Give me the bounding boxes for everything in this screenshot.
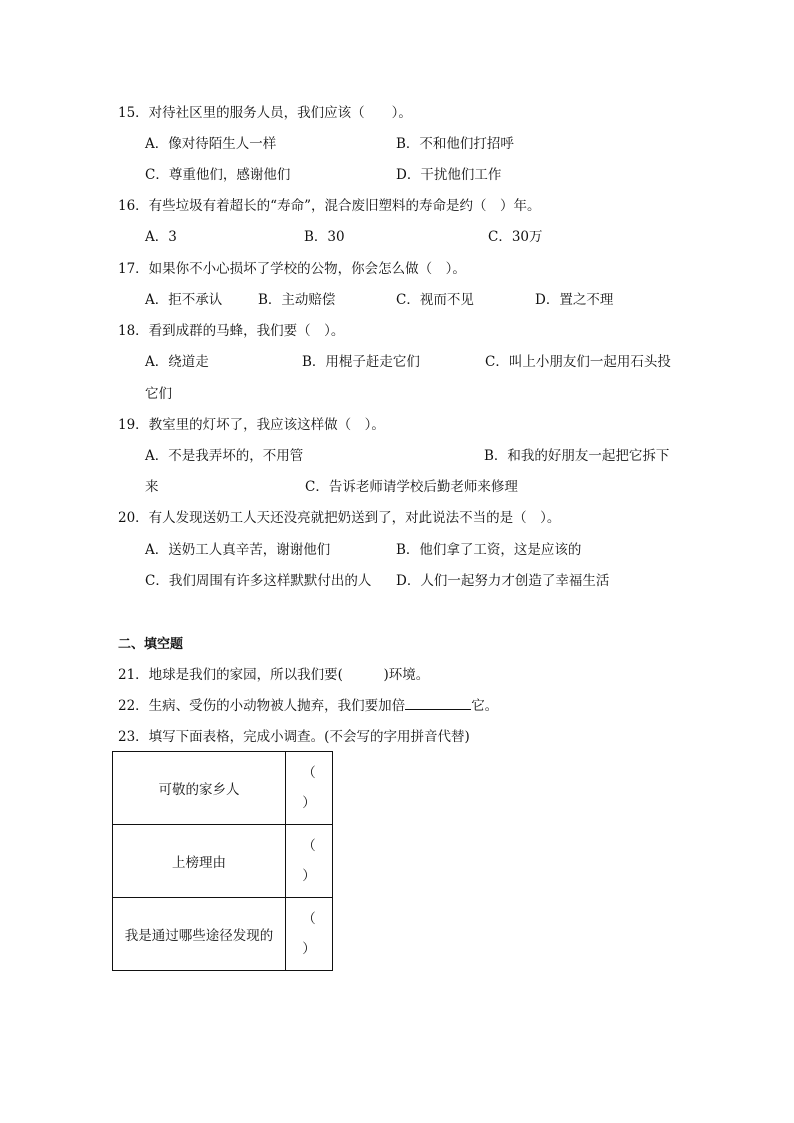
question-19-option-c: C．告诉老师请学校后勤老师来修理 xyxy=(305,479,518,495)
question-16-option-a: A．3 xyxy=(145,229,177,245)
question-20-option-d: D．人们一起努力才创造了幸福生活 xyxy=(396,573,610,589)
question-15-option-c: C．尊重他们，感谢他们 xyxy=(145,167,291,183)
question-20-option-b: B．他们拿了工资，这是应该的 xyxy=(396,542,582,558)
table-row xyxy=(113,898,333,971)
question-18-option-b: B．用棍子赶走它们 xyxy=(302,354,420,370)
question-22-text-before: 22．生病、受伤的小动物被人抛弃，我们要加倍 xyxy=(118,698,406,714)
question-16-option-c: C．30万 xyxy=(488,229,543,245)
table-answer-cell[interactable] xyxy=(286,825,333,898)
open-paren: （ xyxy=(302,911,316,927)
question-22-text-after: 它。 xyxy=(471,698,499,714)
question-16-option-b: B．30 xyxy=(304,229,345,245)
question-20-stem: 20．有人发现送奶工人天还没亮就把奶送到了，对此说法不当的是（ ）。 xyxy=(118,510,561,526)
question-22 xyxy=(118,697,498,715)
table-answer-cell[interactable] xyxy=(286,752,333,825)
table-answer-cell[interactable] xyxy=(286,898,333,971)
survey-table xyxy=(112,751,333,971)
question-17-option-a: A．拒不承认 xyxy=(145,292,223,308)
question-18-option-c-continued: 它们 xyxy=(145,386,172,402)
question-17-option-b: B．主动赔偿 xyxy=(258,292,336,308)
question-20-option-a: A．送奶工人真辛苦，谢谢他们 xyxy=(145,542,331,558)
question-18-option-c: C．叫上小朋友们一起用石头投 xyxy=(485,354,671,370)
question-15-option-d: D．干扰他们工作 xyxy=(396,167,502,183)
question-17-option-c: C．视而不见 xyxy=(396,292,474,308)
open-paren: （ xyxy=(302,838,316,854)
table-row-label: 可敬的家乡人 xyxy=(113,752,286,825)
question-15-option-a: A．像对待陌生人一样 xyxy=(145,136,277,152)
question-19-option-a: A．不是我弄坏的，不用管 xyxy=(145,448,304,464)
section-heading-fill-in: 二、填空题 xyxy=(118,637,184,652)
question-22-answer-blank[interactable] xyxy=(405,697,471,710)
open-paren: （ xyxy=(302,765,316,781)
question-19-stem: 19．教室里的灯坏了，我应该这样做（ ）。 xyxy=(118,417,385,433)
table-row-label: 上榜理由 xyxy=(113,825,286,898)
question-23: 23．填写下面表格，完成小调查。(不会写的字用拼音代替) xyxy=(118,729,470,745)
question-19-option-b: B．和我的好朋友一起把它拆下 xyxy=(484,448,670,464)
table-row xyxy=(113,825,333,898)
question-19-option-b-continued: 来 xyxy=(145,479,159,495)
question-17-stem: 17．如果你不小心损坏了学校的公物，你会怎么做（ ）。 xyxy=(118,261,466,277)
question-18-option-a: A．绕道走 xyxy=(145,354,209,370)
question-15-stem: 15．对待社区里的服务人员，我们应该（ ）。 xyxy=(118,105,412,121)
close-paren: ） xyxy=(302,868,316,884)
question-21: 21．地球是我们的家园，所以我们要( )环境。 xyxy=(118,667,430,683)
question-20-option-c: C．我们周围有许多这样默默付出的人 xyxy=(145,573,372,589)
close-paren: ） xyxy=(302,795,316,811)
question-16-stem: 16．有些垃圾有着超长的“寿命”，混合废旧塑料的寿命是约（ ）年。 xyxy=(118,198,541,214)
question-15-option-b: B．不和他们打招呼 xyxy=(396,136,514,152)
question-17-option-d: D．置之不理 xyxy=(535,292,614,308)
table-row xyxy=(113,752,333,825)
question-18-stem: 18．看到成群的马蜂，我们要（ ）。 xyxy=(118,323,345,339)
table-row-label: 我是通过哪些途径发现的 xyxy=(113,898,286,971)
close-paren: ） xyxy=(302,941,316,957)
